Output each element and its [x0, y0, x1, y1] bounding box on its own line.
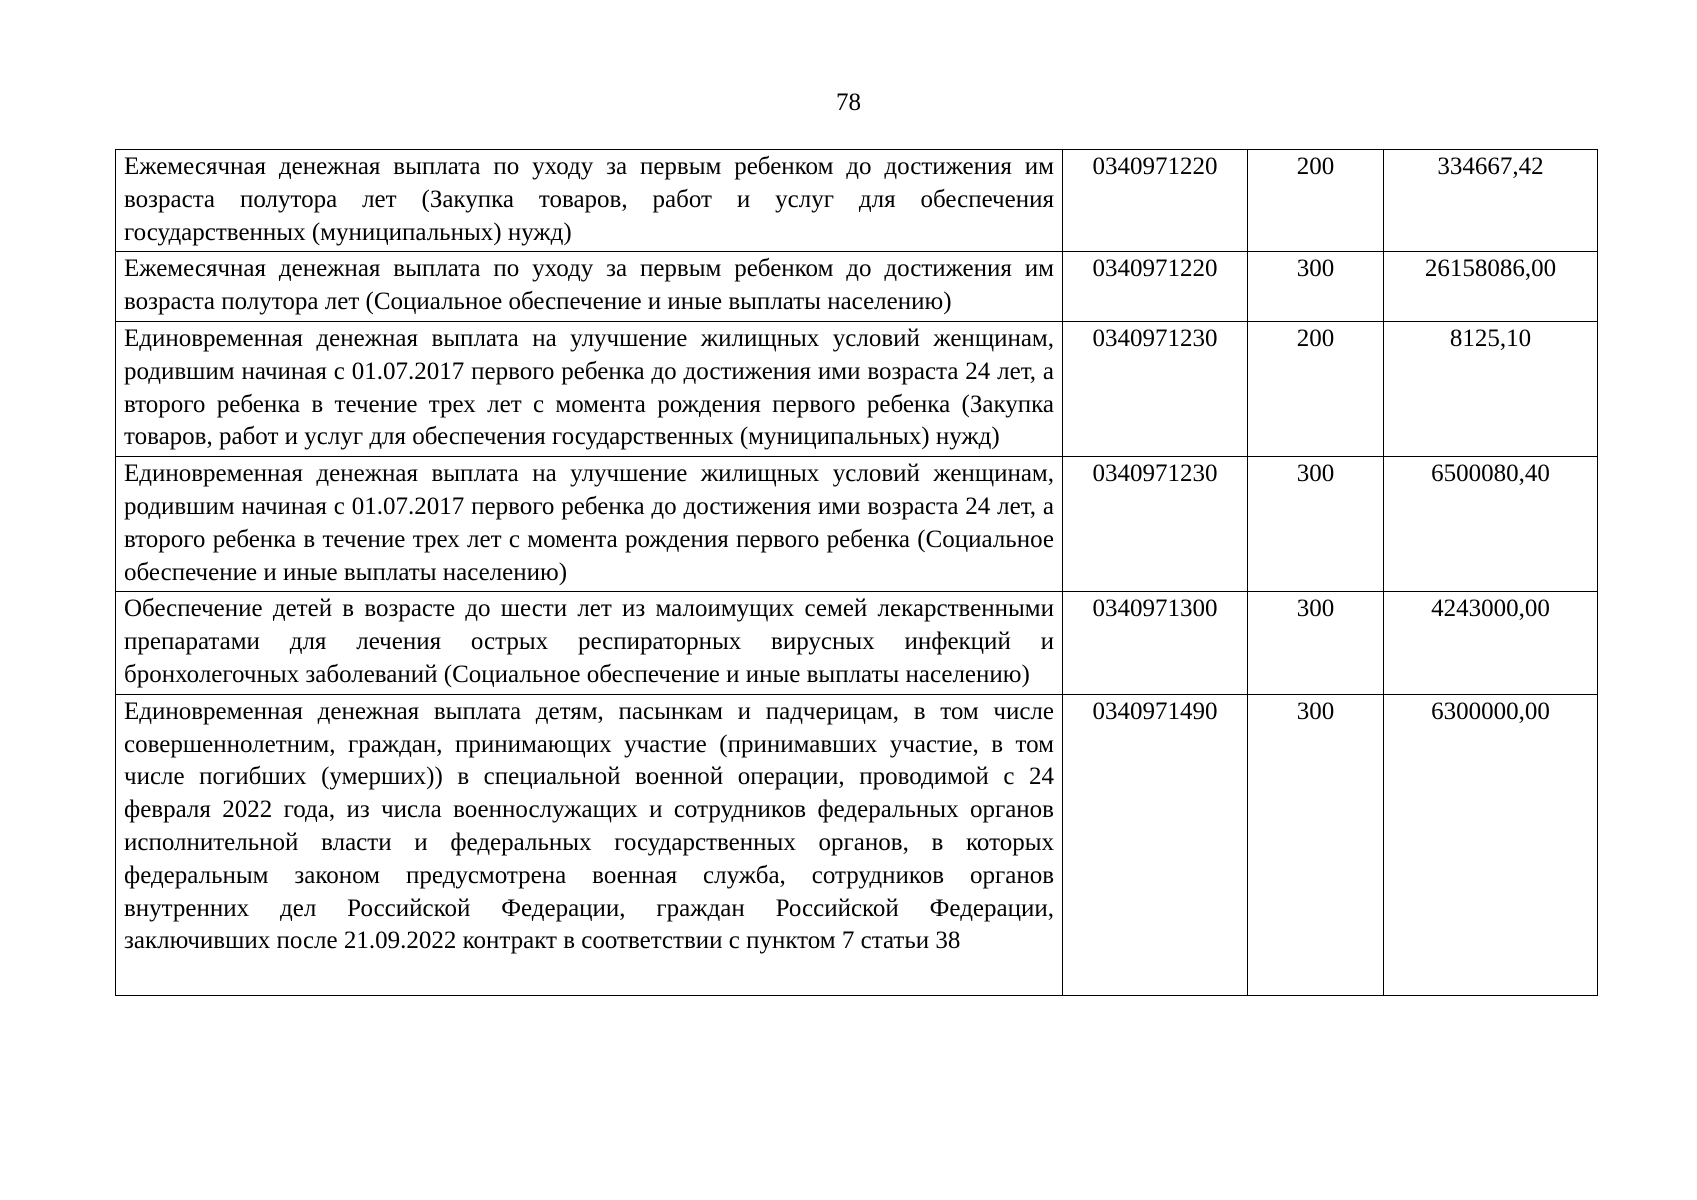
row-expense-type: 300	[1248, 592, 1384, 694]
row-target-code: 0340971220	[1063, 252, 1248, 322]
row-expense-type: 200	[1248, 150, 1384, 252]
row-description: Единовременная денежная выплата детям, пасынкам и падчерицам, в том числе совершеннолетним, граждан, принимающих участие (принимавших участие, в том числе погибших (умерших)) в специальной военной операции, проводимой с 24 февраля 2022 года, из числа военнослужащих и сотрудников федеральных органов исполнительной власти и федеральных государственных органов, в которых федеральным законом предусмотрена военная служба, сотрудников органов внутренних дел Российской Федерации, граждан Российской Федерации, заключивших после 21.09.2022 контракт в соответствии с пунктом 7 статьи 38	[124, 697, 1054, 955]
row-amount: 6300000,00	[1384, 694, 1598, 995]
row-description: Единовременная денежная выплата на улучшение жилищных условий женщинам, родившим начиная с 01.07.2017 первого ребенка до достижения ими возраста 24 лет, а второго ребенка в течение трех лет с момента рождения первого ребенка (Социальное обеспечение и иные выплаты населению)	[116, 457, 1063, 592]
row-amount: 26158086,00	[1384, 252, 1598, 322]
row-description-cell	[116, 694, 1063, 995]
row-description: Ежемесячная денежная выплата по уходу за первым ребенком до достижения им возраста полутора лет (Социальное обеспечение и иные выплаты населению)	[116, 252, 1063, 322]
row-target-code: 0340971300	[1063, 592, 1248, 694]
row-expense-type: 300	[1248, 694, 1384, 995]
row-expense-type: 300	[1248, 457, 1384, 592]
table-row	[116, 150, 1598, 252]
row-amount: 4243000,00	[1384, 592, 1598, 694]
page-number: 78	[836, 89, 861, 116]
row-description: Обеспечение детей в возрасте до шести лет из малоимущих семей лекарственными препаратами для лечения острых респираторных вирусных инфекций и бронхолегочных заболеваний (Социальное обеспечение и иные выплаты населению)	[116, 592, 1063, 694]
table-row	[116, 321, 1598, 456]
table-row	[116, 457, 1598, 592]
table-row	[116, 592, 1598, 694]
row-description: Ежемесячная денежная выплата по уходу за первым ребенком до достижения им возраста полутора лет (Закупка товаров, работ и услуг для обеспечения государственных (муниципальных) нужд)	[116, 150, 1063, 252]
row-amount: 8125,10	[1384, 321, 1598, 456]
table-row	[116, 252, 1598, 322]
row-target-code: 0340971230	[1063, 321, 1248, 456]
row-description: Единовременная денежная выплата на улучшение жилищных условий женщинам, родившим начиная с 01.07.2017 первого ребенка до достижения ими возраста 24 лет, а второго ребенка в течение трех лет с момента рождения первого ребенка (Закупка товаров, работ и услуг для обеспечения государственных (муниципальных) нужд)	[116, 321, 1063, 456]
table-row	[116, 694, 1598, 995]
row-target-code: 0340971230	[1063, 457, 1248, 592]
budget-table	[115, 149, 1598, 996]
row-expense-type: 300	[1248, 252, 1384, 322]
row-target-code: 0340971490	[1063, 694, 1248, 995]
row-amount: 334667,42	[1384, 150, 1598, 252]
row-expense-type: 200	[1248, 321, 1384, 456]
row-target-code: 0340971220	[1063, 150, 1248, 252]
row-amount: 6500080,40	[1384, 457, 1598, 592]
